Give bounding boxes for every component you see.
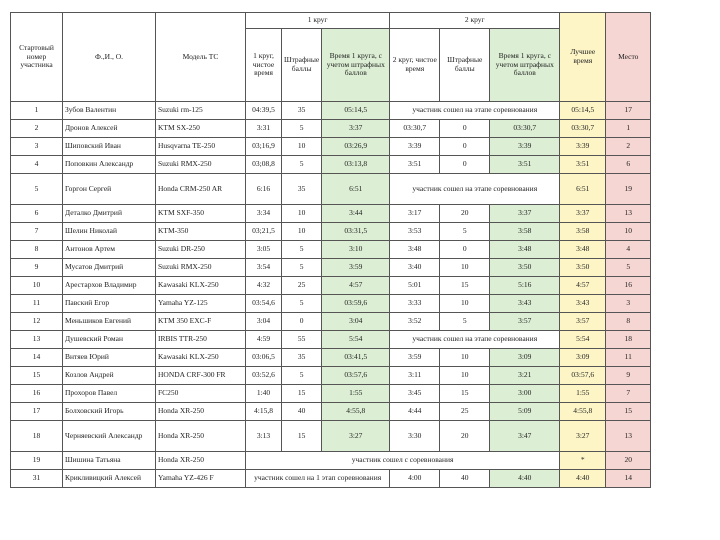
status-note-cell: участник сошел с соревнования bbox=[246, 452, 560, 470]
place-cell: 9 bbox=[606, 367, 651, 385]
lap2-total-cell: 5:09 bbox=[490, 403, 560, 421]
model-cell: FC250 bbox=[156, 385, 246, 403]
lap2-total-cell: 4:40 bbox=[490, 470, 560, 488]
start-number-cell: 14 bbox=[11, 349, 63, 367]
start-number-cell: 1 bbox=[11, 102, 63, 120]
lap1-time-cell: 1:40 bbox=[246, 385, 282, 403]
lap2-time-cell: 3:40 bbox=[390, 259, 440, 277]
best-time-cell: 4:55,8 bbox=[560, 403, 606, 421]
table-row bbox=[11, 156, 651, 174]
lap2-time-cell: 4:44 bbox=[390, 403, 440, 421]
lap2-penalty-cell: 0 bbox=[440, 120, 490, 138]
place-cell: 6 bbox=[606, 156, 651, 174]
lap2-total-cell: 3:50 bbox=[490, 259, 560, 277]
start-number-cell: 11 bbox=[11, 295, 63, 313]
lap1-penalty-cell: 55 bbox=[282, 331, 322, 349]
name-cell: Горгон Сергей bbox=[63, 174, 156, 205]
lap1-total-cell: 05:14,5 bbox=[322, 102, 390, 120]
lap1-total-cell: 3:10 bbox=[322, 241, 390, 259]
name-cell: Антонов Артем bbox=[63, 241, 156, 259]
name-cell: Крикливицкий Алексей bbox=[63, 470, 156, 488]
model-cell: Suzuki DR-250 bbox=[156, 241, 246, 259]
lap2-penalty-cell: 10 bbox=[440, 295, 490, 313]
best-time-cell: 3:50 bbox=[560, 259, 606, 277]
table-row bbox=[11, 313, 651, 331]
status-note-cell: участник сошел на этапе соревнования bbox=[390, 331, 560, 349]
name-cell: Зубов Валентин bbox=[63, 102, 156, 120]
start-number-cell: 15 bbox=[11, 367, 63, 385]
lap1-penalty-cell: 10 bbox=[282, 138, 322, 156]
model-cell: KTM SX-250 bbox=[156, 120, 246, 138]
name-cell: Мусатов Дмитрий bbox=[63, 259, 156, 277]
model-cell: Suzuki RMX-250 bbox=[156, 156, 246, 174]
lap1-penalty-cell: 40 bbox=[282, 403, 322, 421]
header-row-laps bbox=[11, 13, 651, 29]
lap2-total-cell: 3:47 bbox=[490, 421, 560, 452]
lap2-time-cell: 3:17 bbox=[390, 205, 440, 223]
lap2-total-cell: 3:39 bbox=[490, 138, 560, 156]
best-time-cell: 3:27 bbox=[560, 421, 606, 452]
place-cell: 13 bbox=[606, 421, 651, 452]
start-number-cell: 31 bbox=[11, 470, 63, 488]
table-row bbox=[11, 403, 651, 421]
model-cell: Honda XR-250 bbox=[156, 403, 246, 421]
name-cell: Козлов Андрей bbox=[63, 367, 156, 385]
lap1-penalty-cell: 5 bbox=[282, 259, 322, 277]
lap2-penalty-cell: 20 bbox=[440, 205, 490, 223]
header-lap2-penalty: Штрафные баллы bbox=[440, 29, 490, 102]
lap2-penalty-cell: 25 bbox=[440, 403, 490, 421]
header-start-number: Стартовый номер участника bbox=[11, 13, 63, 102]
best-time-cell: 4:57 bbox=[560, 277, 606, 295]
lap1-penalty-cell: 5 bbox=[282, 367, 322, 385]
start-number-cell: 9 bbox=[11, 259, 63, 277]
lap1-total-cell: 3:27 bbox=[322, 421, 390, 452]
status-note-cell: участник сошел на этапе соревнования bbox=[390, 102, 560, 120]
lap2-time-cell: 5:01 bbox=[390, 277, 440, 295]
place-cell: 3 bbox=[606, 295, 651, 313]
model-cell: HONDA CRF-300 FR bbox=[156, 367, 246, 385]
name-cell: Болховский Игорь bbox=[63, 403, 156, 421]
table-row bbox=[11, 138, 651, 156]
lap1-time-cell: 04:39,5 bbox=[246, 102, 282, 120]
lap1-total-cell: 03:59,6 bbox=[322, 295, 390, 313]
lap1-total-cell: 03:13,8 bbox=[322, 156, 390, 174]
lap2-penalty-cell: 0 bbox=[440, 138, 490, 156]
place-cell: 5 bbox=[606, 259, 651, 277]
lap1-penalty-cell: 15 bbox=[282, 421, 322, 452]
best-time-cell: 3:58 bbox=[560, 223, 606, 241]
lap2-time-cell: 3:30 bbox=[390, 421, 440, 452]
name-cell: Шиповский Иван bbox=[63, 138, 156, 156]
lap1-total-cell: 3:59 bbox=[322, 259, 390, 277]
lap1-penalty-cell: 35 bbox=[282, 174, 322, 205]
name-cell: Душевский Роман bbox=[63, 331, 156, 349]
results-body bbox=[11, 102, 651, 488]
start-number-cell: 5 bbox=[11, 174, 63, 205]
best-time-cell: 3:39 bbox=[560, 138, 606, 156]
lap1-total-cell: 4:57 bbox=[322, 277, 390, 295]
place-cell: 14 bbox=[606, 470, 651, 488]
lap1-time-cell: 3:05 bbox=[246, 241, 282, 259]
lap1-total-cell: 3:44 bbox=[322, 205, 390, 223]
lap1-penalty-cell: 10 bbox=[282, 205, 322, 223]
model-cell: IRBIS TTR-250 bbox=[156, 331, 246, 349]
lap2-total-cell: 3:21 bbox=[490, 367, 560, 385]
model-cell: Yamaha YZ-125 bbox=[156, 295, 246, 313]
results-table bbox=[10, 12, 651, 488]
lap1-time-cell: 03;16,9 bbox=[246, 138, 282, 156]
lap2-penalty-cell: 10 bbox=[440, 349, 490, 367]
lap1-time-cell: 3:34 bbox=[246, 205, 282, 223]
place-cell: 11 bbox=[606, 349, 651, 367]
best-time-cell: 03:57,6 bbox=[560, 367, 606, 385]
lap1-penalty-cell: 15 bbox=[282, 385, 322, 403]
lap1-total-cell: 6:51 bbox=[322, 174, 390, 205]
place-cell: 20 bbox=[606, 452, 651, 470]
lap1-penalty-cell: 25 bbox=[282, 277, 322, 295]
lap1-penalty-cell: 5 bbox=[282, 120, 322, 138]
lap1-total-cell: 03:26,9 bbox=[322, 138, 390, 156]
lap1-penalty-cell: 10 bbox=[282, 223, 322, 241]
lap1-total-cell: 03:41,5 bbox=[322, 349, 390, 367]
name-cell: Шелин Николай bbox=[63, 223, 156, 241]
name-cell: Дронов Алексей bbox=[63, 120, 156, 138]
table-row bbox=[11, 120, 651, 138]
model-cell: Suzuki RMX-250 bbox=[156, 259, 246, 277]
header-lap1-clean-time: 1 круг, чистое время bbox=[246, 29, 282, 102]
best-time-cell: 5:54 bbox=[560, 331, 606, 349]
lap2-time-cell: 3:51 bbox=[390, 156, 440, 174]
best-time-cell: 6:51 bbox=[560, 174, 606, 205]
start-number-cell: 19 bbox=[11, 452, 63, 470]
start-number-cell: 6 bbox=[11, 205, 63, 223]
lap1-total-cell: 1:55 bbox=[322, 385, 390, 403]
header-place: Место bbox=[606, 13, 651, 102]
start-number-cell: 13 bbox=[11, 331, 63, 349]
lap1-time-cell: 3:04 bbox=[246, 313, 282, 331]
lap2-penalty-cell: 40 bbox=[440, 470, 490, 488]
lap1-penalty-cell: 5 bbox=[282, 241, 322, 259]
lap2-penalty-cell: 10 bbox=[440, 259, 490, 277]
table-row bbox=[11, 367, 651, 385]
name-cell: Шишина Татьяна bbox=[63, 452, 156, 470]
lap1-time-cell: 4:15,8 bbox=[246, 403, 282, 421]
start-number-cell: 17 bbox=[11, 403, 63, 421]
model-cell: Honda XR-250 bbox=[156, 421, 246, 452]
status-note-cell: участник сошел на этапе соревнования bbox=[390, 174, 560, 205]
status-note-cell: участник сошел на 1 этап соревнования bbox=[246, 470, 390, 488]
name-cell: Деталко Дмитрий bbox=[63, 205, 156, 223]
model-cell: KTM SXF-350 bbox=[156, 205, 246, 223]
table-row bbox=[11, 331, 651, 349]
lap1-time-cell: 03:54,6 bbox=[246, 295, 282, 313]
table-row bbox=[11, 205, 651, 223]
best-time-cell: 3:09 bbox=[560, 349, 606, 367]
lap2-penalty-cell: 5 bbox=[440, 313, 490, 331]
lap2-time-cell: 3:48 bbox=[390, 241, 440, 259]
lap2-total-cell: 3:37 bbox=[490, 205, 560, 223]
lap2-total-cell: 3:09 bbox=[490, 349, 560, 367]
best-time-cell: 3:43 bbox=[560, 295, 606, 313]
place-cell: 15 bbox=[606, 403, 651, 421]
lap2-penalty-cell: 20 bbox=[440, 421, 490, 452]
header-best-time: Лучшее время bbox=[560, 13, 606, 102]
lap2-time-cell: 3:59 bbox=[390, 349, 440, 367]
header-lap2: 2 круг bbox=[390, 13, 560, 29]
table-row bbox=[11, 349, 651, 367]
lap1-total-cell: 5:54 bbox=[322, 331, 390, 349]
lap1-time-cell: 03;08,8 bbox=[246, 156, 282, 174]
name-cell: Павский Егор bbox=[63, 295, 156, 313]
name-cell: Внтяев Юрий bbox=[63, 349, 156, 367]
best-time-cell: 1:55 bbox=[560, 385, 606, 403]
best-time-cell: 3:51 bbox=[560, 156, 606, 174]
lap1-time-cell: 3:31 bbox=[246, 120, 282, 138]
lap1-penalty-cell: 5 bbox=[282, 156, 322, 174]
lap1-total-cell: 03:57,6 bbox=[322, 367, 390, 385]
lap1-time-cell: 03:06,5 bbox=[246, 349, 282, 367]
best-time-cell: 4:40 bbox=[560, 470, 606, 488]
header-lap1-total: Время 1 круга, с учетом штрафных баллов bbox=[322, 29, 390, 102]
place-cell: 4 bbox=[606, 241, 651, 259]
lap2-time-cell: 3:52 bbox=[390, 313, 440, 331]
model-cell: Yamaha YZ-426 F bbox=[156, 470, 246, 488]
start-number-cell: 2 bbox=[11, 120, 63, 138]
lap2-penalty-cell: 10 bbox=[440, 367, 490, 385]
lap2-penalty-cell: 5 bbox=[440, 223, 490, 241]
model-cell: Honda CRM-250 AR bbox=[156, 174, 246, 205]
lap1-total-cell: 03:31,5 bbox=[322, 223, 390, 241]
table-row bbox=[11, 277, 651, 295]
header-lap2-total: Время 1 круга, с учетом штрафных баллов bbox=[490, 29, 560, 102]
lap1-time-cell: 03;21,5 bbox=[246, 223, 282, 241]
lap2-total-cell: 5:16 bbox=[490, 277, 560, 295]
lap2-total-cell: 3:57 bbox=[490, 313, 560, 331]
header-lap1: 1 круг bbox=[246, 13, 390, 29]
table-row bbox=[11, 295, 651, 313]
model-cell: Honda XR-250 bbox=[156, 452, 246, 470]
table-row bbox=[11, 470, 651, 488]
lap1-time-cell: 3:13 bbox=[246, 421, 282, 452]
model-cell: Kawasaki KLX-250 bbox=[156, 349, 246, 367]
place-cell: 10 bbox=[606, 223, 651, 241]
lap2-time-cell: 3:39 bbox=[390, 138, 440, 156]
table-row bbox=[11, 452, 651, 470]
lap1-time-cell: 03:52,6 bbox=[246, 367, 282, 385]
name-cell: Арестархов Владимир bbox=[63, 277, 156, 295]
header-lap2-clean-time: 2 круг, чистое время bbox=[390, 29, 440, 102]
lap1-penalty-cell: 35 bbox=[282, 102, 322, 120]
table-row bbox=[11, 102, 651, 120]
header-model: Модель ТС bbox=[156, 13, 246, 102]
lap2-total-cell: 3:51 bbox=[490, 156, 560, 174]
lap2-time-cell: 3:45 bbox=[390, 385, 440, 403]
header-name: Ф.,И., О. bbox=[63, 13, 156, 102]
lap1-penalty-cell: 35 bbox=[282, 349, 322, 367]
table-row bbox=[11, 259, 651, 277]
place-cell: 19 bbox=[606, 174, 651, 205]
best-time-cell: 03:30,7 bbox=[560, 120, 606, 138]
place-cell: 13 bbox=[606, 205, 651, 223]
place-cell: 7 bbox=[606, 385, 651, 403]
lap2-total-cell: 3:48 bbox=[490, 241, 560, 259]
start-number-cell: 10 bbox=[11, 277, 63, 295]
place-cell: 16 bbox=[606, 277, 651, 295]
lap1-total-cell: 4:55,8 bbox=[322, 403, 390, 421]
start-number-cell: 4 bbox=[11, 156, 63, 174]
lap2-penalty-cell: 15 bbox=[440, 385, 490, 403]
name-cell: Поповкин Александр bbox=[63, 156, 156, 174]
model-cell: Kawasaki KLX-250 bbox=[156, 277, 246, 295]
lap2-penalty-cell: 0 bbox=[440, 241, 490, 259]
lap2-penalty-cell: 15 bbox=[440, 277, 490, 295]
start-number-cell: 12 bbox=[11, 313, 63, 331]
place-cell: 2 bbox=[606, 138, 651, 156]
table-row bbox=[11, 385, 651, 403]
name-cell: Прохоров Павел bbox=[63, 385, 156, 403]
place-cell: 17 bbox=[606, 102, 651, 120]
lap1-penalty-cell: 0 bbox=[282, 313, 322, 331]
best-time-cell: 3:57 bbox=[560, 313, 606, 331]
lap2-total-cell: 3:58 bbox=[490, 223, 560, 241]
place-cell: 8 bbox=[606, 313, 651, 331]
model-cell: Suzuki rm-125 bbox=[156, 102, 246, 120]
lap1-time-cell: 4:32 bbox=[246, 277, 282, 295]
table-row bbox=[11, 223, 651, 241]
lap2-time-cell: 3:33 bbox=[390, 295, 440, 313]
best-time-cell: * bbox=[560, 452, 606, 470]
table-row bbox=[11, 421, 651, 452]
model-cell: KTM-350 bbox=[156, 223, 246, 241]
name-cell: Меньшиков Евгений bbox=[63, 313, 156, 331]
lap2-total-cell: 3:43 bbox=[490, 295, 560, 313]
place-cell: 1 bbox=[606, 120, 651, 138]
place-cell: 18 bbox=[606, 331, 651, 349]
lap1-total-cell: 3:37 bbox=[322, 120, 390, 138]
lap1-time-cell: 3:54 bbox=[246, 259, 282, 277]
lap2-time-cell: 03:30,7 bbox=[390, 120, 440, 138]
header-lap1-penalty: Штрафные баллы bbox=[282, 29, 322, 102]
start-number-cell: 7 bbox=[11, 223, 63, 241]
lap1-penalty-cell: 5 bbox=[282, 295, 322, 313]
name-cell: Черняевский Александр bbox=[63, 421, 156, 452]
lap1-time-cell: 4:59 bbox=[246, 331, 282, 349]
table-row bbox=[11, 174, 651, 205]
lap2-time-cell: 3:53 bbox=[390, 223, 440, 241]
best-time-cell: 3:48 bbox=[560, 241, 606, 259]
lap1-total-cell: 3:04 bbox=[322, 313, 390, 331]
lap2-penalty-cell: 0 bbox=[440, 156, 490, 174]
best-time-cell: 3:37 bbox=[560, 205, 606, 223]
start-number-cell: 18 bbox=[11, 421, 63, 452]
model-cell: Husqvarna TE-250 bbox=[156, 138, 246, 156]
model-cell: KTM 350 EXC-F bbox=[156, 313, 246, 331]
lap2-time-cell: 3:11 bbox=[390, 367, 440, 385]
table-row bbox=[11, 241, 651, 259]
start-number-cell: 3 bbox=[11, 138, 63, 156]
lap2-time-cell: 4:00 bbox=[390, 470, 440, 488]
lap2-total-cell: 3:00 bbox=[490, 385, 560, 403]
lap1-time-cell: 6:16 bbox=[246, 174, 282, 205]
start-number-cell: 8 bbox=[11, 241, 63, 259]
start-number-cell: 16 bbox=[11, 385, 63, 403]
best-time-cell: 05:14,5 bbox=[560, 102, 606, 120]
lap2-total-cell: 03:30,7 bbox=[490, 120, 560, 138]
